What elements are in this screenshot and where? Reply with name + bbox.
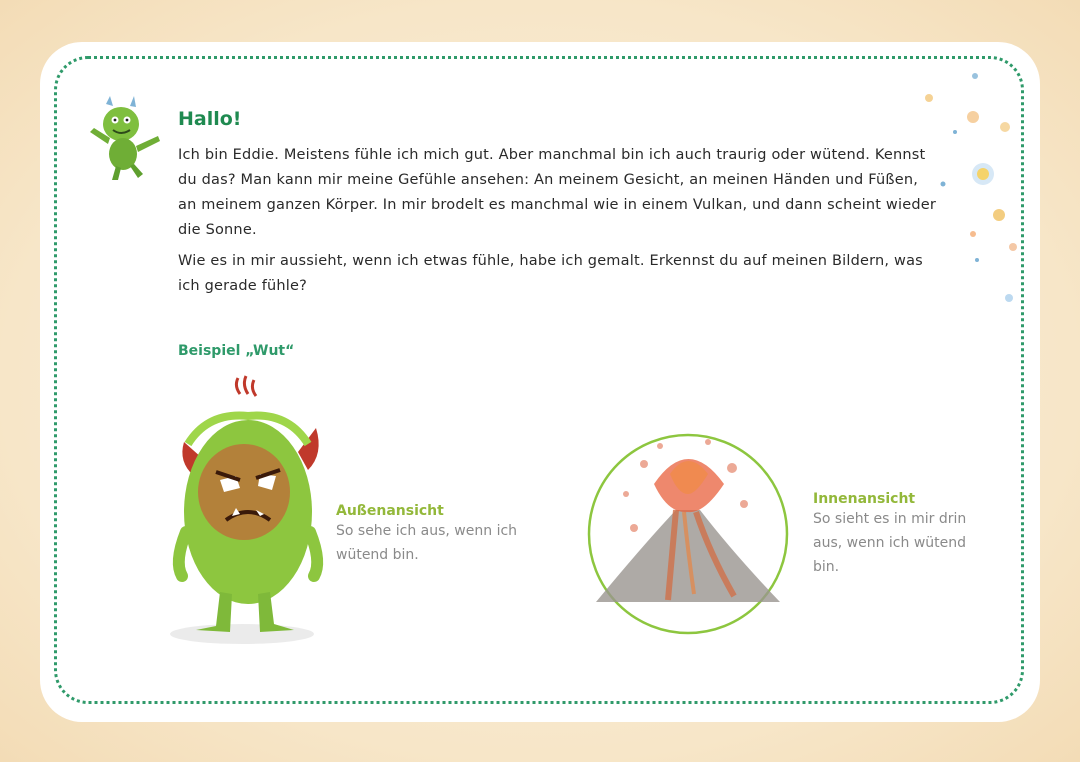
outside-view-caption xyxy=(336,503,536,567)
inside-view-caption xyxy=(813,491,993,579)
inside-view-title: Innenansicht xyxy=(813,491,916,507)
greeting-title: Hallo! xyxy=(178,108,242,130)
intro-paragraph-1: Ich bin Eddie. Meistens fühle ich mich gut. Aber manchmal bin ich auch traurig oder wütend. Kennst du das? Man kann mir meine Gefühle ansehen: An meinem Gesicht, an meinen Händen und Füßen, an meinem ganzen Körper. In mir brodelt es manchmal wie in einem Vulkan, und dann scheint wieder die Sonne. xyxy=(178,147,937,238)
volcano-illustration xyxy=(584,424,790,638)
outside-view-title: Außenansicht xyxy=(336,503,444,519)
outside-view-text: So sehe ich aus, wenn ich wütend bin. xyxy=(336,523,518,563)
angry-monster-illustration xyxy=(168,372,328,652)
inside-view-text: So sieht es in mir drin aus, wenn ich wütend bin. xyxy=(813,511,967,575)
eddie-mascot-illustration xyxy=(86,94,166,184)
intro-paragraph-2: Wie es in mir aussieht, wenn ich etwas fühle, habe ich gemalt. Erkennst du auf meinen Bildern, was ich gerade fühle? xyxy=(178,253,923,294)
example-heading: Beispiel „Wut“ xyxy=(178,343,295,359)
